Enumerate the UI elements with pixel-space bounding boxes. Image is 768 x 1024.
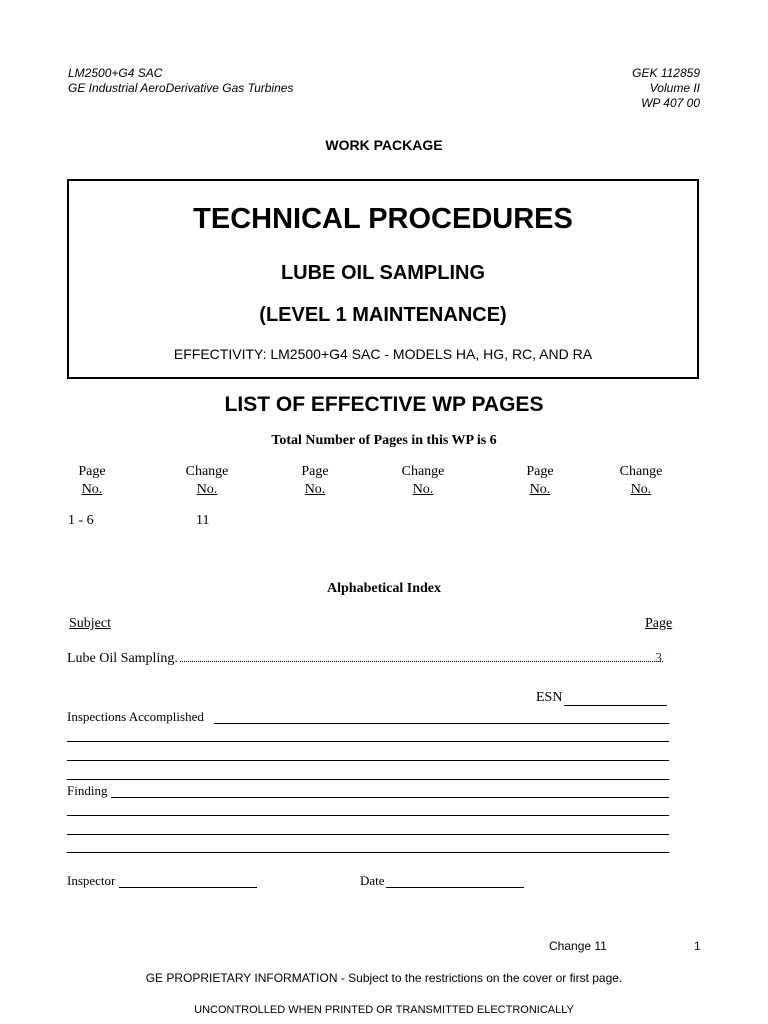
subject-header: Subject [69,616,111,631]
inspector-label: Inspector [67,873,116,888]
esn-blank[interactable] [564,705,667,706]
lep-title: LIST OF EFFECTIVE WP PAGES [224,393,544,416]
column-header-page: Page No. [526,464,554,497]
inspections-blank-line[interactable] [67,779,669,780]
date-label: Date [360,873,385,888]
footer-page-number: 1 [694,939,701,953]
header-company: GE Industrial AeroDerivative Gas Turbines [68,81,294,95]
inspections-blank-line[interactable] [67,741,669,742]
page-header: Page [645,616,673,631]
total-pages: Total Number of Pages in this WP is 6 [271,433,497,448]
column-header-page: Page No. [78,464,106,497]
finding-blank-line[interactable] [67,834,669,835]
alphabetical-index-title: Alphabetical Index [327,581,441,596]
work-package-label: WORK PACKAGE [325,137,443,153]
uncontrolled-notice: UNCONTROLLED WHEN PRINTED OR TRANSMITTED ELECTRONICALLY [194,1004,574,1016]
header-doc-number: GEK 112859 [632,66,700,80]
index-entry-page-link[interactable]: 3 [655,651,662,666]
header-right [632,66,700,111]
header-volume: Volume II [649,81,700,95]
document-subtitle: LUBE OIL SAMPLING [280,262,486,284]
effectivity-line: EFFECTIVITY: LM2500+G4 SAC - MODELS HA, HG, RC, AND RA [173,346,593,362]
column-header-page: Page No. [301,464,329,497]
index-entry[interactable] [67,651,667,667]
dot-leader [180,661,663,662]
inspections-label: Inspections Accomplished [67,709,204,724]
finding-blank-line[interactable] [67,852,669,853]
inspections-blank[interactable] [214,723,669,724]
index-entry-subject: Lube Oil Sampling. [67,651,178,666]
lep-change-number: 11 [196,513,210,528]
document-title: TECHNICAL PROCEDURES [193,203,573,235]
column-header-change: Change No. [401,464,445,497]
lep-page-range: 1 - 6 [68,513,94,528]
column-header-change: Change No. [619,464,663,497]
esn-label: ESN [536,690,563,705]
column-header-change: Change No. [185,464,229,497]
inspections-blank-line[interactable] [67,760,669,761]
title-box [67,179,699,379]
finding-blank[interactable] [111,797,669,798]
maintenance-level: (LEVEL 1 MAINTENANCE) [259,304,507,326]
header-wp-number: WP 407 00 [641,96,700,110]
footer-change: Change 11 [549,939,607,953]
header-left [68,66,293,96]
date-blank[interactable] [386,887,524,888]
header-model: LM2500+G4 SAC [68,66,163,80]
proprietary-notice: GE PROPRIETARY INFORMATION - Subject to the restrictions on the cover or first page. [145,971,623,985]
finding-label: Finding [67,783,108,798]
inspector-blank[interactable] [119,887,257,888]
finding-blank-line[interactable] [67,815,669,816]
